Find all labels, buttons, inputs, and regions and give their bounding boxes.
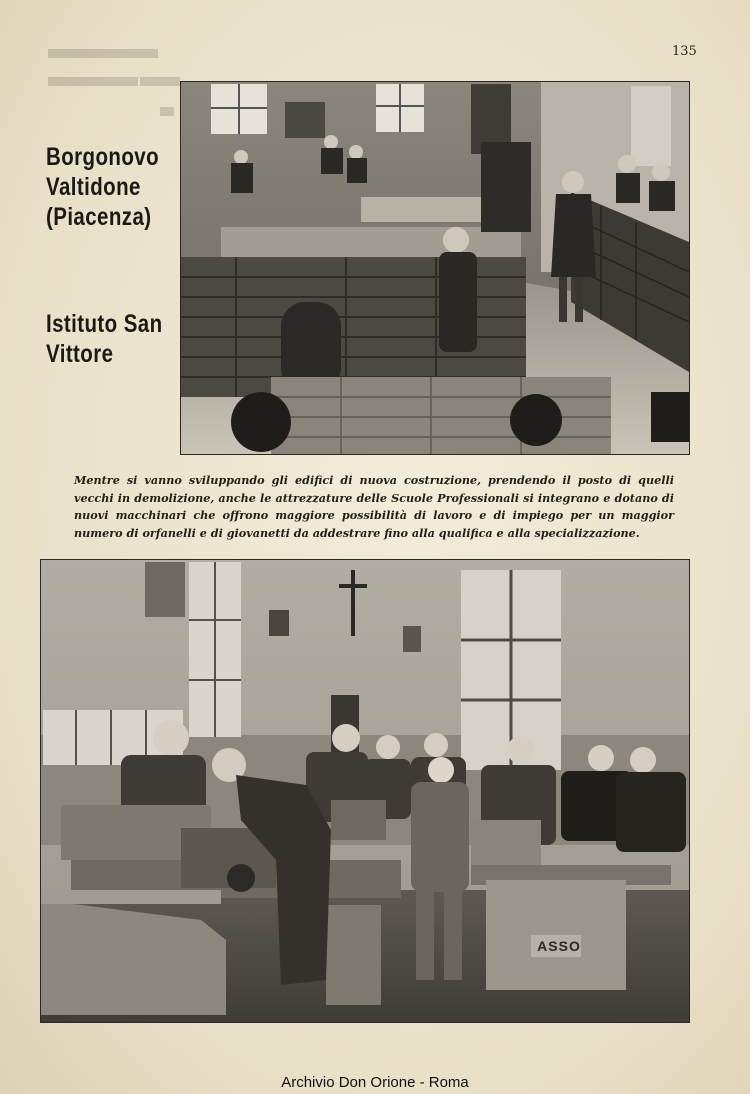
show-through-texture xyxy=(40,45,190,135)
lathe-workshop-illustration xyxy=(41,560,689,1022)
page-number: 135 xyxy=(672,44,697,59)
photo-lathe-workshop xyxy=(41,560,689,1022)
heading-institute: Istituto San Vittore xyxy=(46,310,163,368)
bleed-lines xyxy=(40,45,190,135)
lathe-brand-label: ASSO xyxy=(537,938,581,954)
photo-print-shop xyxy=(181,82,689,454)
archive-watermark: Archivio Don Orione - Roma xyxy=(281,1074,469,1091)
heading-place: Borgonovo Valtidone (Piacenza) xyxy=(46,143,160,231)
print-shop-illustration xyxy=(181,82,689,454)
photo-caption: Mentre si vanno sviluppando gli edifici di nuova costruzione, prendendo il posto di quelli vecchi in demolizione, anche le attrezzature delle Scuole Professionali si integrano e dotano di nuovi macchinari che offrono maggiore possibilità di lavoro e di impiego per un maggior numero di orfanelli e di giovanetti da addestrare fino alla qualifica e alla specializzazione. xyxy=(74,473,674,540)
